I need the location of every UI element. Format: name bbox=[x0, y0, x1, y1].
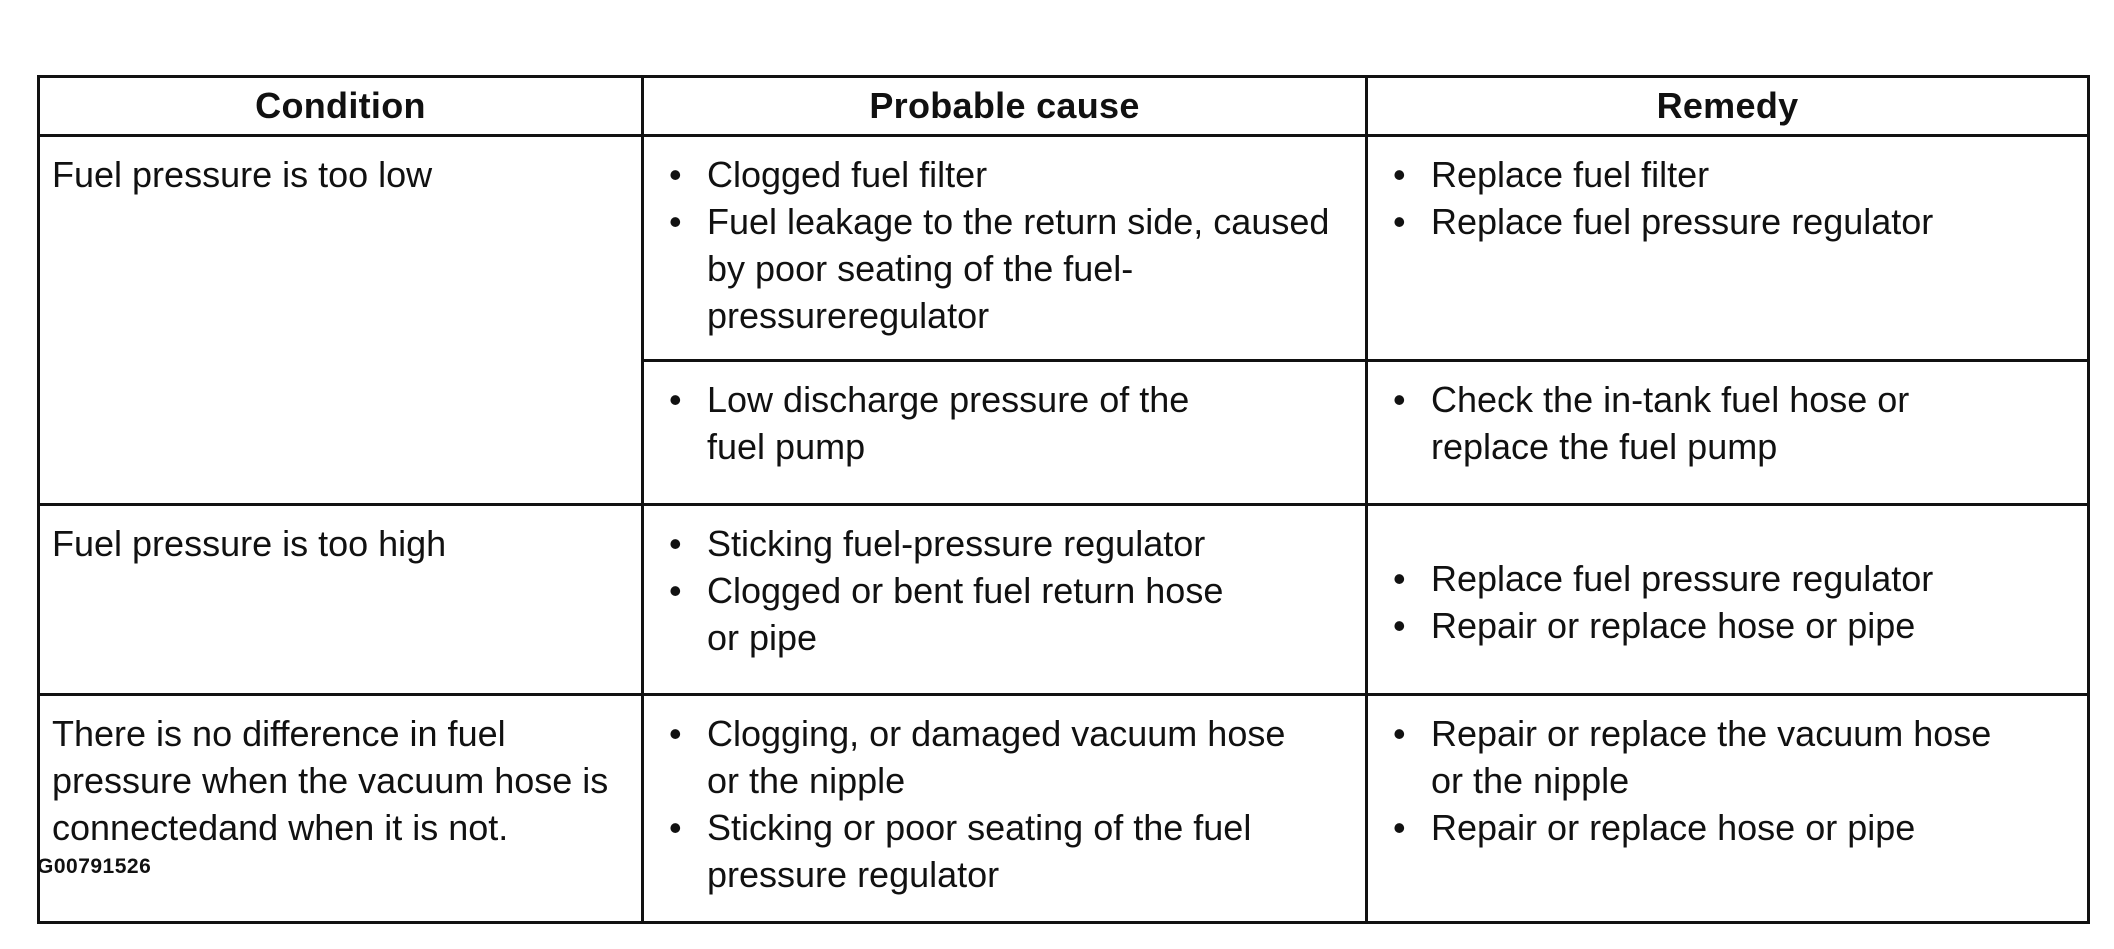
table-row bbox=[39, 505, 2089, 695]
bullet-icon: • bbox=[1393, 379, 1406, 420]
remedy-list bbox=[1388, 151, 2077, 245]
bullet-icon: • bbox=[669, 570, 682, 611]
bullet-icon: • bbox=[669, 523, 682, 564]
cause-list bbox=[664, 151, 1355, 339]
table-row bbox=[39, 695, 2089, 923]
remedy-text: Repair or replace the vacuum hose or the nipple bbox=[1431, 713, 1992, 801]
cause-cell bbox=[643, 361, 1367, 505]
bullet-icon: • bbox=[669, 807, 682, 848]
bullet-icon: • bbox=[669, 379, 682, 420]
condition-cell: Fuel pressure is too high bbox=[39, 505, 643, 695]
bullet-icon: • bbox=[1393, 807, 1406, 848]
table-row bbox=[39, 136, 2089, 361]
list-item bbox=[664, 710, 1355, 804]
bullet-icon: • bbox=[669, 154, 682, 195]
remedy-cell bbox=[1367, 361, 2089, 505]
bullet-icon: • bbox=[1393, 557, 1406, 599]
header-condition: Condition bbox=[39, 77, 643, 136]
list-item bbox=[664, 804, 1355, 898]
cause-text: Clogged or bent fuel return hose or pipe bbox=[707, 570, 1224, 658]
bullet-icon: • bbox=[669, 713, 682, 754]
list-item bbox=[664, 198, 1355, 339]
cause-cell bbox=[643, 505, 1367, 695]
cause-list bbox=[664, 376, 1355, 470]
condition-cell: There is no difference in fuel pressure when the vacuum hose is connectedand when it is not. bbox=[39, 695, 643, 923]
cause-text: Sticking or poor seating of the fuel pressure regulator bbox=[707, 807, 1252, 895]
header-remedy: Remedy bbox=[1367, 77, 2089, 136]
list-item bbox=[664, 376, 1355, 470]
remedy-text: Replace fuel pressure regulator bbox=[1431, 557, 1934, 599]
header-probable-cause: Probable cause bbox=[643, 77, 1367, 136]
remedy-list bbox=[1388, 710, 2077, 851]
cause-list bbox=[664, 520, 1355, 661]
fuel-pressure-diagnosis-table bbox=[37, 75, 2090, 924]
list-item bbox=[664, 151, 1355, 198]
remedy-cell bbox=[1367, 505, 2089, 695]
remedy-text: Repair or replace hose or pipe bbox=[1431, 807, 1916, 848]
bullet-icon: • bbox=[1393, 604, 1406, 646]
remedy-text: Replace fuel pressure regulator bbox=[1431, 201, 1934, 242]
bullet-icon: • bbox=[1393, 154, 1406, 195]
cause-text: Clogging, or damaged vacuum hose or the nipple bbox=[707, 713, 1286, 801]
figure-id: G00791526 bbox=[37, 855, 152, 878]
cause-list bbox=[664, 710, 1355, 898]
list-item bbox=[1388, 151, 2077, 198]
cause-cell bbox=[643, 136, 1367, 361]
bullet-icon: • bbox=[1393, 713, 1406, 754]
bullet-icon: • bbox=[1393, 201, 1406, 242]
list-item bbox=[1388, 710, 2077, 804]
remedy-cell bbox=[1367, 136, 2089, 361]
list-item bbox=[664, 567, 1355, 661]
condition-cell: Fuel pressure is too low bbox=[39, 136, 643, 505]
remedy-text: Replace fuel filter bbox=[1431, 154, 1710, 195]
header-row bbox=[39, 77, 2089, 136]
remedy-list bbox=[1388, 376, 2077, 470]
list-item bbox=[1388, 602, 2077, 649]
list-item bbox=[1388, 376, 2077, 470]
bullet-icon: • bbox=[669, 201, 682, 242]
list-item bbox=[664, 520, 1355, 567]
cause-text: Fuel leakage to the return side, caused by poor seating of the fuel-pressureregulator bbox=[707, 201, 1330, 336]
cause-text: Clogged fuel filter bbox=[707, 154, 988, 195]
list-item bbox=[1388, 804, 2077, 851]
list-item bbox=[1388, 198, 2077, 245]
remedy-text: Check the in-tank fuel hose or replace the fuel pump bbox=[1431, 379, 1910, 467]
remedy-cell bbox=[1367, 695, 2089, 923]
cause-cell bbox=[643, 695, 1367, 923]
remedy-text: Repair or replace hose or pipe bbox=[1431, 604, 1916, 646]
cause-text: Low discharge pressure of the fuel pump bbox=[707, 379, 1190, 467]
remedy-list bbox=[1388, 555, 2077, 649]
list-item bbox=[1388, 555, 2077, 602]
cause-text: Sticking fuel-pressure regulator bbox=[707, 523, 1206, 564]
